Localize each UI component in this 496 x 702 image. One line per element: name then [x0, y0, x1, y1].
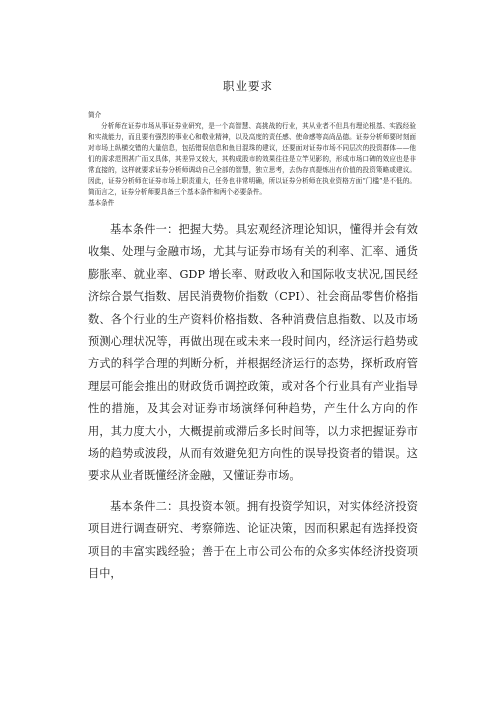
- condition-one-paragraph: 基本条件一：把握大势。具宏观经济理论知识，懂得并会有效收集、处理与金融市场，尤其与证券市场有关的利率、汇率、通货膨胀率、就业率、GDP 增长率、财政收入和国际收支状况,国民经济综合景气指数、居民消费物价指数（CPI）、社会商品零售价格指数、各个行业的生产资料价格指数、各种消费信息指数、以及市场预测心理状况等，再做出现在或未来一段时间内，经济运行趋势或方式的科学合理的判断分析，并根据经济运行的态势，探析政府管理层可能会推出的财政货币调控政策，或对各个行业具有产业指导性的措施，及其会对证券市场演绎何种趋势，产生什么方向的作用，其力度大小，大概提前或滞后多长时间等，以力求把握证券市场的趋势或波段，从而有效避免犯方向性的误导投资者的错误。这要求从业者既懂经济金融，又懂证券市场。: [88, 223, 418, 483]
- condition-two-paragraph: 基本条件二：具投资本领。拥有投资学知识，对实体经济投资项目进行调查研究、考察筛选、论证决策，因而积累起有选择投资项目的丰富实践经验；善于在上市公司公布的众多实体经济投资项目中，: [88, 499, 418, 581]
- intro-section: [88, 110, 416, 209]
- page-title: 职业要求: [223, 79, 273, 93]
- intro-label: 简介: [88, 111, 102, 119]
- intro-paragraph: 分析师在证券市场从事证券业研究，是一个高智慧、高挑战的行业，其从业者不但具有理论根基、实践经验和实战能力，而且要有强烈的事业心和敬业精神，以及高度的责任感、使命感等高尚品德。证券分析师要时刻面对市场上纵横交错的大量信息，包括错误信息和鱼目混珠的建议，还要面对证券市场不同层次的投资群体——他们的需求范围甚广而又具体，其差异又较大，其构成股市的效果往往是立竿见影的，形成市场口碑的效应也是非常直接的，这样就要求证券分析师调动自己全部的智慧，独立思考，去伪存真提炼出有价值的投资策略或建议。因此，证券分析师在证券市场上职责重大，任务也非常明确，所以证券分析师在执业资格方面“门槛”是不低的。简而言之，证券分析师要具备三个基本条件和两个必要条件。: [88, 122, 416, 196]
- conditions-label: 基本条件: [88, 199, 115, 207]
- conditions-section: [88, 219, 418, 586]
